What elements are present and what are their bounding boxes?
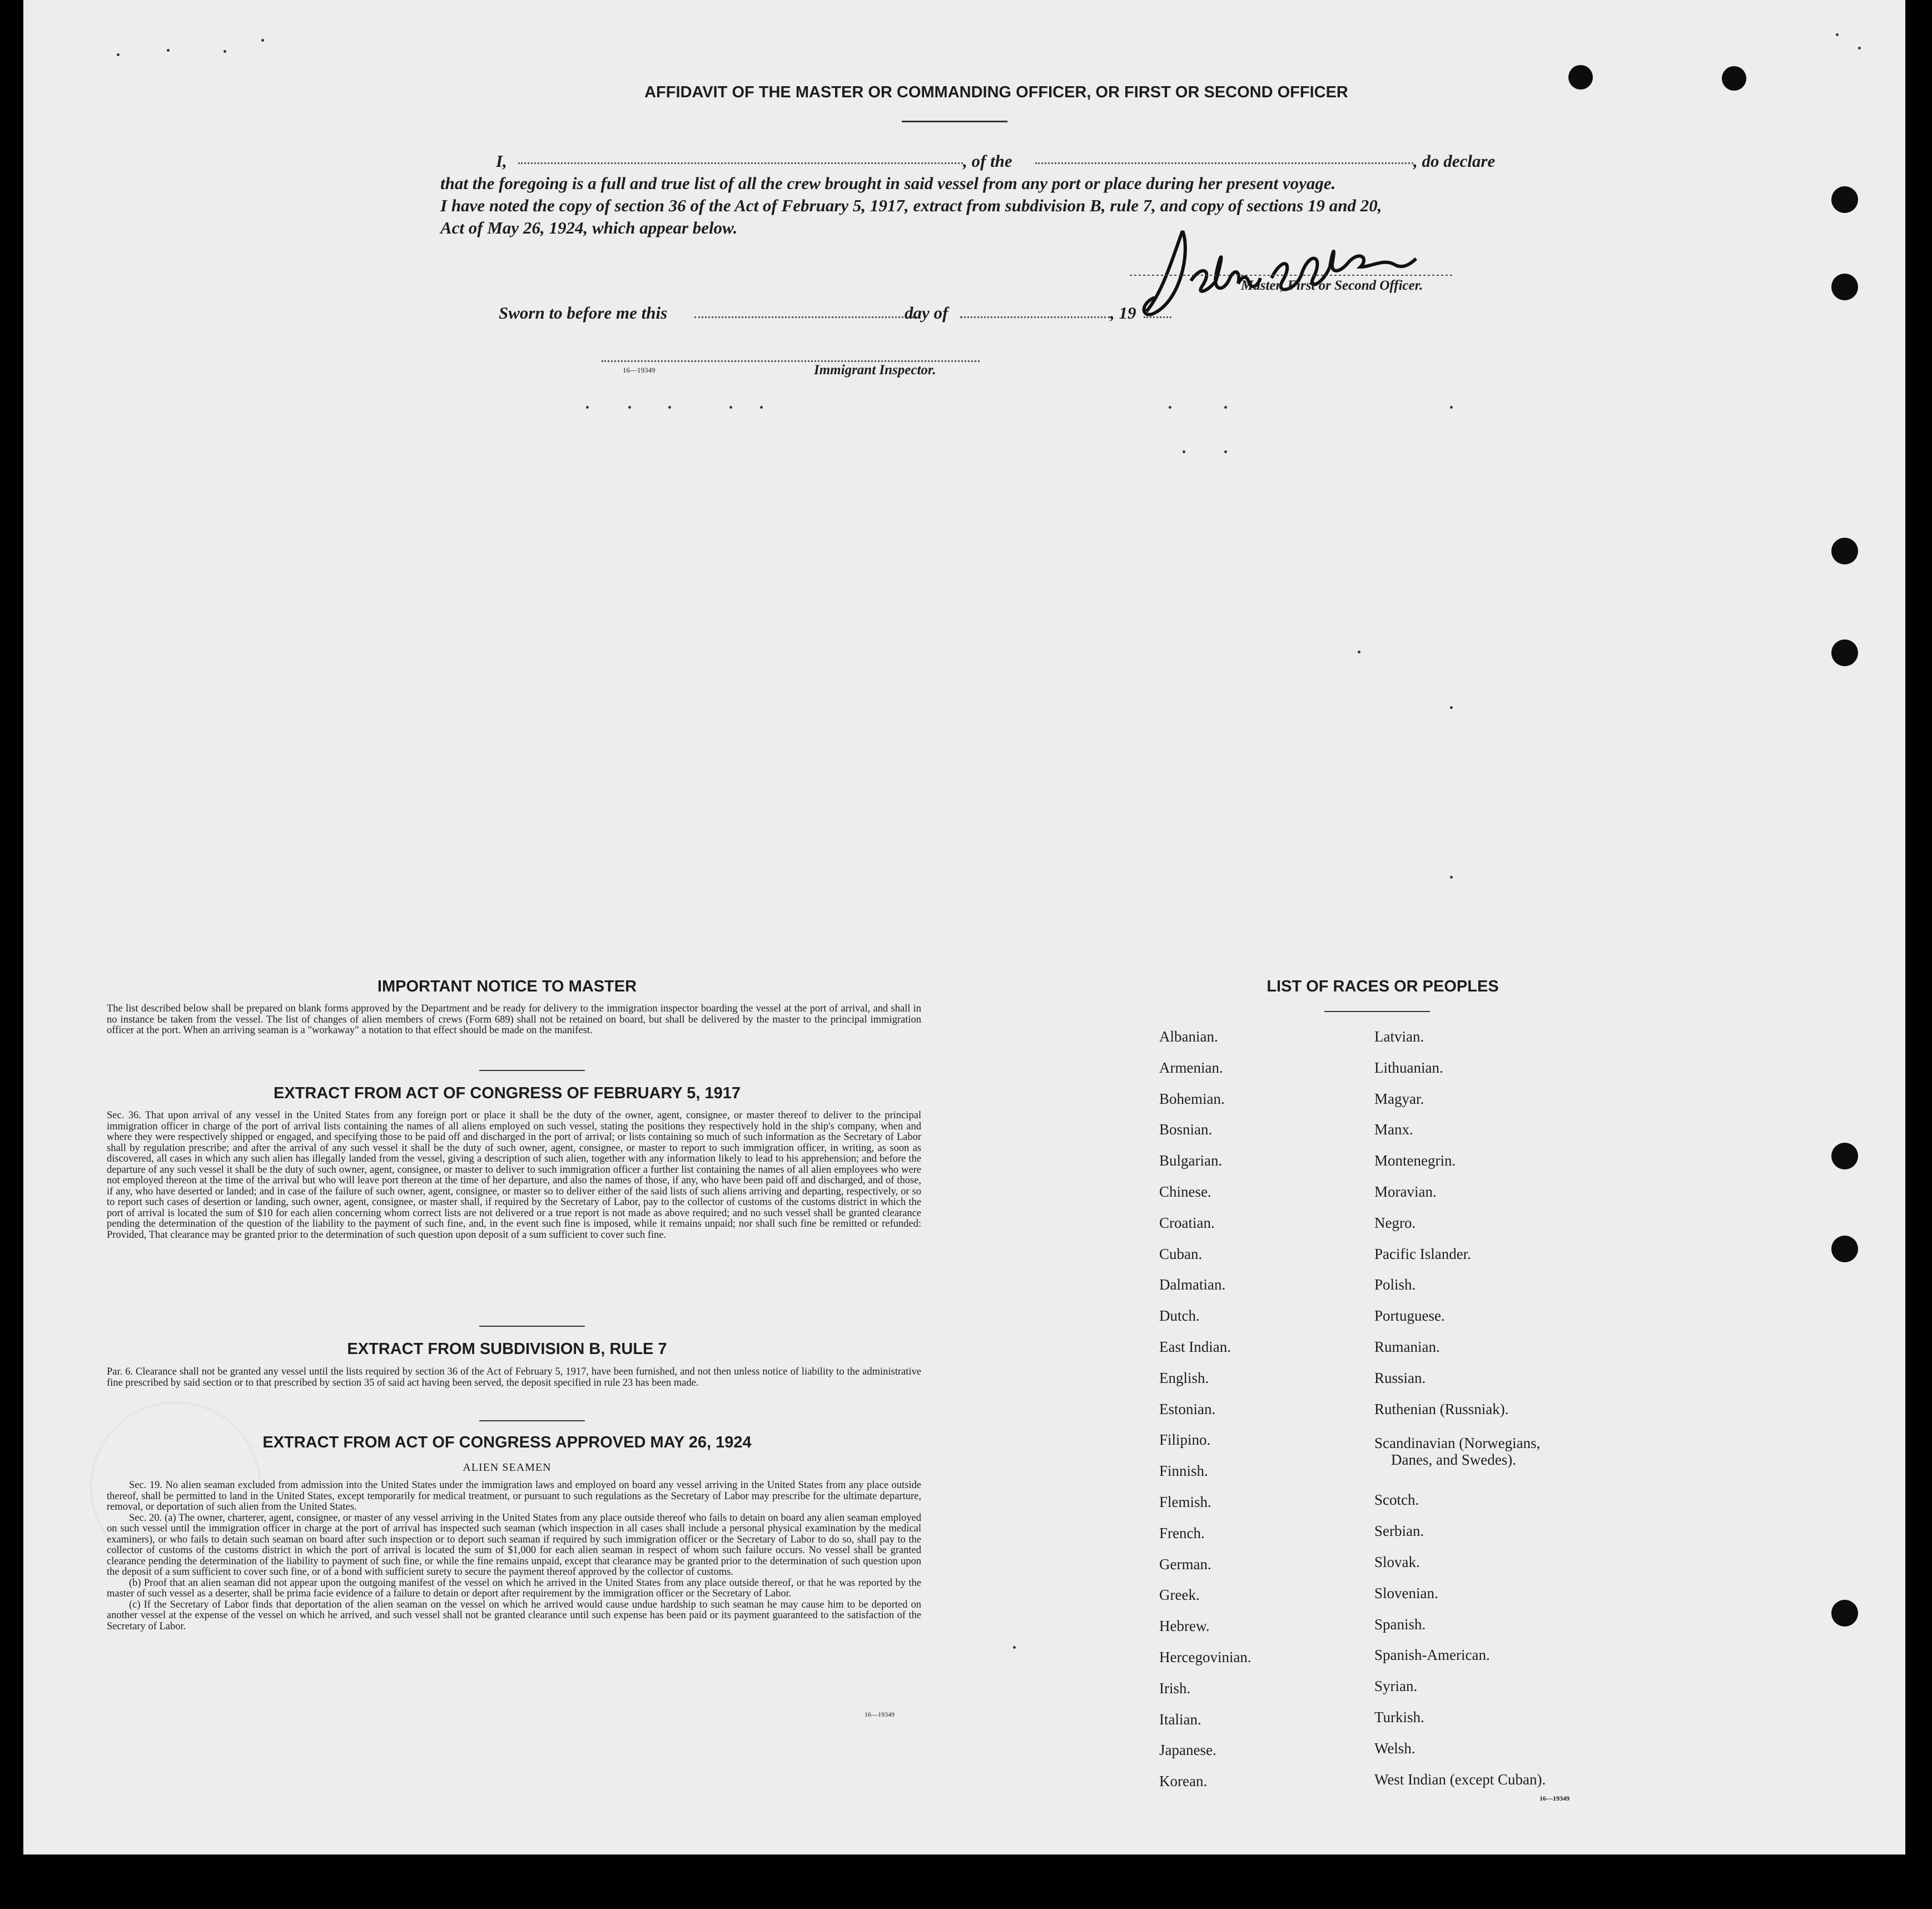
vessel-name-field[interactable] xyxy=(1035,162,1413,164)
race-item: Estonian. xyxy=(1159,1400,1216,1417)
punch-hole-icon xyxy=(1831,186,1858,213)
sworn-label: Sworn to before me this xyxy=(499,303,668,323)
inspector-signature-field[interactable] xyxy=(602,360,980,362)
race-item: Irish. xyxy=(1159,1679,1191,1697)
sec-20c-text: (c) If the Secretary of Labor finds that deportation of the alien seaman on the vessel on which he arrived would cause undue hardship to such seaman he may cause him to be deported on another vessel at the expense of the vessel on which he arrived, and such vessel shall not be granted clearance until such expense has been paid or its payment guaranteed to the satisfaction of the Secretary of Labor. xyxy=(107,1599,921,1632)
master-signature-label: Master, First or Second Officer. xyxy=(1241,278,1423,293)
alien-seamen-subtitle: ALIEN SEAMEN xyxy=(463,1461,552,1474)
punch-hole-icon xyxy=(1831,1143,1858,1169)
extract-1917-text: Sec. 36. That upon arrival of any vessel in the United States from any foreign port or place it shall be the duty of the owner, agent, consignee, or master thereof to deliver to the principal immigration officer in charge of the port of arrival lists containing the names of all aliens employed on such vessel, stating the positions they respectively hold in the ship's company, when and where they were respectively shipped or engaged, and specifying those to be paid off and discharged in the port of arrival; or lists containing so much of such information as the Secretary of Labor shall by regulation prescribe; and after the arrival of any such vessel it shall be the duty of such owner, agent, consignee, or master to report to such immigration officer, in writing, as soon as discovered, all cases in which any such alien has illegally landed from the vessel, giving a description of such alien, together with any information likely to lead to his apprehension; and before the departure of any such vessel it shall be the duty of such owner, agent, consignee, or master to deliver to such immigration officer a further list containing the names of all alien employees who were not employed thereon at the time of the arrival but who will leave port thereon at the time of her departure, and also the names of those, if any, who have been paid off and discharged, and of those, if any, who have deserted or landed; and in case of the failure of such owner, agent, consignee, or master so to deliver either of the said lists of such aliens arriving and departing, respectively, or so to report such cases of desertion or landing, such owner, agent, consignee, or master shall, if required by the Secretary of Labor, pay to the collector of customs of the customs district in which the port of arrival is located the sum of $10 for each alien concerning whom correct lists are not delivered or a true report is not made as above required; and no such vessel shall be granted clearance pending the determination of the question of the liability to the payment of such fine, and, in the event such fine is imposed, while it remains unpaid; nor shall such fine be remitted or refunded: Provided, That clearance may be granted prior to the determination of such question upon deposit of a sum sufficient to cover such fine. xyxy=(107,1110,921,1241)
sworn-month-field[interactable] xyxy=(960,316,1110,318)
race-item: Welsh. xyxy=(1374,1739,1416,1757)
races-column-1 xyxy=(1159,1022,1251,1797)
race-item: Serbian. xyxy=(1374,1523,1424,1540)
inspector-label: Immigrant Inspector. xyxy=(814,363,936,378)
notice-title: IMPORTANT NOTICE TO MASTER xyxy=(377,978,637,995)
form-number: 16—19349 xyxy=(1539,1794,1570,1802)
race-item: Danes, and Swedes). xyxy=(1391,1451,1516,1469)
race-item: Korean. xyxy=(1159,1773,1208,1790)
race-item: Dalmatian. xyxy=(1159,1276,1226,1293)
sec-20a-text: Sec. 20. (a) The owner, charterer, agent, consignee, or master of any vessel arriving in the United States from any place outside thereof who fails to detain on board any alien seaman employed on such vessel until the immigration officer in charge at the port of arrival has inspected such seaman (which inspection in all cases shall include a personal physical examination by the medical examiners), or who fails to detain such seaman on board after such inspection or to deport such seaman if required by such immigration officer or the Secretary of Labor to do so, shall pay to the collector of customs of the customs district in which the port of arrival is located the sum of $1,000 for each alien seaman in respect of whom such failure occurs. No vessel shall be granted clearance pending the determination of the liability to payment of such fine, or while the fine remains unpaid, except that clearance may be granted prior to the determination of such question upon the deposit of a sum sufficient to cover such fine, or of a bond with sufficient surety to secure the payment thereof approved by the collector of customs. xyxy=(107,1512,921,1578)
extract-rule7-title: EXTRACT FROM SUBDIVISION B, RULE 7 xyxy=(347,1340,667,1358)
sec-19-text: Sec. 19. No alien seaman excluded from admission into the United States under the immigration laws and employed on board any vessel arriving in the United States from any place outside thereof, shall be permitted to land in the United States, except temporarily for medical treatment, or pursuant to such regulations as the Secretary of Labor may prescribe for the ultimate departure, removal, or deportation of such alien from the United States. xyxy=(107,1480,921,1513)
sworn-year-field[interactable] xyxy=(1144,316,1171,318)
race-item: Slovak. xyxy=(1374,1553,1420,1570)
affidavit-line-3: I have noted the copy of section 36 of the Act of February 5, 1917, extract from subdivision B, rule 7, and copy of sections 19 and 20, xyxy=(440,196,1382,215)
race-item: Turkish. xyxy=(1374,1708,1424,1725)
notice-text: The list described below shall be prepared on blank forms approved by the Department and be ready for delivery to the immigration inspector boarding the vessel at the port of arrival, and shall in no instance be taken from the vessel. The list of changes of alien members of crews (Form 689) shall not be retained on board, but shall be delivered by the master to the principal immigration officer at the port. When an arriving seaman is a "workaway" a notation to that effect should be made on the manifest. xyxy=(107,1003,921,1036)
affidavit-title: AFFIDAVIT OF THE MASTER OR COMMANDING OFFICER, OR FIRST OR SECOND OFFICER xyxy=(644,83,1348,101)
affidavit-line-4: Act of May 26, 1924, which appear below. xyxy=(440,218,738,237)
document-page xyxy=(23,0,1905,1855)
punch-hole-icon xyxy=(1831,538,1858,564)
race-item: French. xyxy=(1159,1524,1205,1541)
section-divider xyxy=(479,1070,585,1071)
race-item: Montenegrin. xyxy=(1374,1152,1456,1169)
sec-20b-text: (b) Proof that an alien seaman did not appear upon the outgoing manifest of the vessel on which he arrived in the United States from any place outside thereof, or that he was reported by the master of such vessel as a deserter, shall be prima facie evidence of a failure to detain or deport after requirement by the immigration officer or the Secretary of Labor. xyxy=(107,1577,921,1599)
race-item: Manx. xyxy=(1374,1121,1413,1138)
affidavit-line-2: that the foregoing is a full and true list of all the crew brought in said vessel from any port or place during her present voyage. xyxy=(440,173,1336,193)
race-item: Pacific Islander. xyxy=(1374,1245,1471,1262)
punch-hole-icon xyxy=(1831,1236,1858,1262)
race-item: Portuguese. xyxy=(1374,1307,1445,1325)
punch-hole-icon xyxy=(1831,639,1858,666)
sworn-day-field[interactable] xyxy=(694,316,917,318)
form-number: 16—19349 xyxy=(623,366,655,374)
race-item: Syrian. xyxy=(1374,1678,1418,1695)
extract-rule7-text: Par. 6. Clearance shall not be granted any vessel until the lists required by section 36 of the Act of February 5, 1917, have been furnished, and not then unless notice of liability to the administrative fine prescribed by said section or to that prescribed by section 35 of said act having been served, the deposit specified in rule 23 has been made. xyxy=(107,1366,921,1389)
race-item: Hercegovinian. xyxy=(1159,1648,1251,1665)
races-column-2 xyxy=(1374,1022,1546,1795)
race-item: Croatian. xyxy=(1159,1214,1215,1231)
race-item: Lithuanian. xyxy=(1374,1059,1443,1076)
section-divider xyxy=(479,1420,585,1421)
race-item: Hebrew. xyxy=(1159,1618,1210,1635)
race-item: Greek. xyxy=(1159,1586,1200,1604)
race-item: Bulgarian. xyxy=(1159,1152,1223,1169)
race-item: Magyar. xyxy=(1374,1090,1424,1107)
race-item: Bohemian. xyxy=(1159,1090,1225,1107)
day-of-label: day of xyxy=(905,303,948,323)
race-item: Cuban. xyxy=(1159,1245,1203,1262)
extract-1924-text xyxy=(107,1480,921,1632)
race-item: Ruthenian (Russniak). xyxy=(1374,1400,1509,1417)
section-divider xyxy=(479,1326,585,1327)
race-item: Chinese. xyxy=(1159,1183,1211,1200)
race-item: English. xyxy=(1159,1369,1209,1386)
race-item: Albanian. xyxy=(1159,1028,1218,1045)
punch-hole-icon xyxy=(1831,1600,1858,1627)
race-item: West Indian (except Cuban). xyxy=(1374,1771,1546,1788)
extract-1917-title: EXTRACT FROM ACT OF CONGRESS OF FEBRUARY 5, 1917 xyxy=(273,1084,741,1102)
race-item: Negro. xyxy=(1374,1214,1416,1231)
extract-1924-title: EXTRACT FROM ACT OF CONGRESS APPROVED MAY 26, 1924 xyxy=(262,1434,752,1451)
race-item: Armenian. xyxy=(1159,1059,1223,1076)
race-item: Rumanian. xyxy=(1374,1338,1440,1355)
race-item: Scotch. xyxy=(1374,1491,1419,1509)
title-rule xyxy=(902,121,1007,122)
race-item: Japanese. xyxy=(1159,1742,1216,1759)
races-title-rule xyxy=(1324,1011,1430,1012)
declarant-prefix: I, xyxy=(496,151,507,171)
declarant-name-field[interactable] xyxy=(518,162,963,164)
race-item: Finnish. xyxy=(1159,1462,1208,1480)
race-item: Scandinavian (Norwegians, xyxy=(1374,1435,1541,1452)
race-item: Russian. xyxy=(1374,1369,1426,1386)
sworn-line xyxy=(499,303,1277,325)
race-item: German. xyxy=(1159,1555,1211,1573)
race-item: Spanish-American. xyxy=(1374,1647,1490,1664)
year-label: , 19 xyxy=(1110,303,1136,323)
races-title: LIST OF RACES OR PEOPLES xyxy=(1267,978,1499,995)
race-item: Slovenian. xyxy=(1374,1584,1438,1601)
race-item: Italian. xyxy=(1159,1710,1201,1728)
race-item: Moravian. xyxy=(1374,1183,1437,1200)
punch-hole-icon xyxy=(1831,274,1858,300)
race-item: East Indian. xyxy=(1159,1338,1231,1355)
race-item: Filipino. xyxy=(1159,1431,1211,1449)
race-item: Flemish. xyxy=(1159,1493,1211,1510)
punch-hole-icon xyxy=(1568,65,1593,90)
race-item: Spanish. xyxy=(1374,1615,1426,1633)
race-item: Latvian. xyxy=(1374,1028,1424,1045)
of-the-label: , of the xyxy=(963,151,1012,171)
race-item: Polish. xyxy=(1374,1276,1416,1293)
do-declare-label: , do declare xyxy=(1413,151,1496,171)
race-item: Bosnian. xyxy=(1159,1121,1213,1138)
punch-hole-icon xyxy=(1722,66,1746,91)
race-item: Dutch. xyxy=(1159,1307,1200,1325)
form-number: 16—19349 xyxy=(865,1710,895,1718)
